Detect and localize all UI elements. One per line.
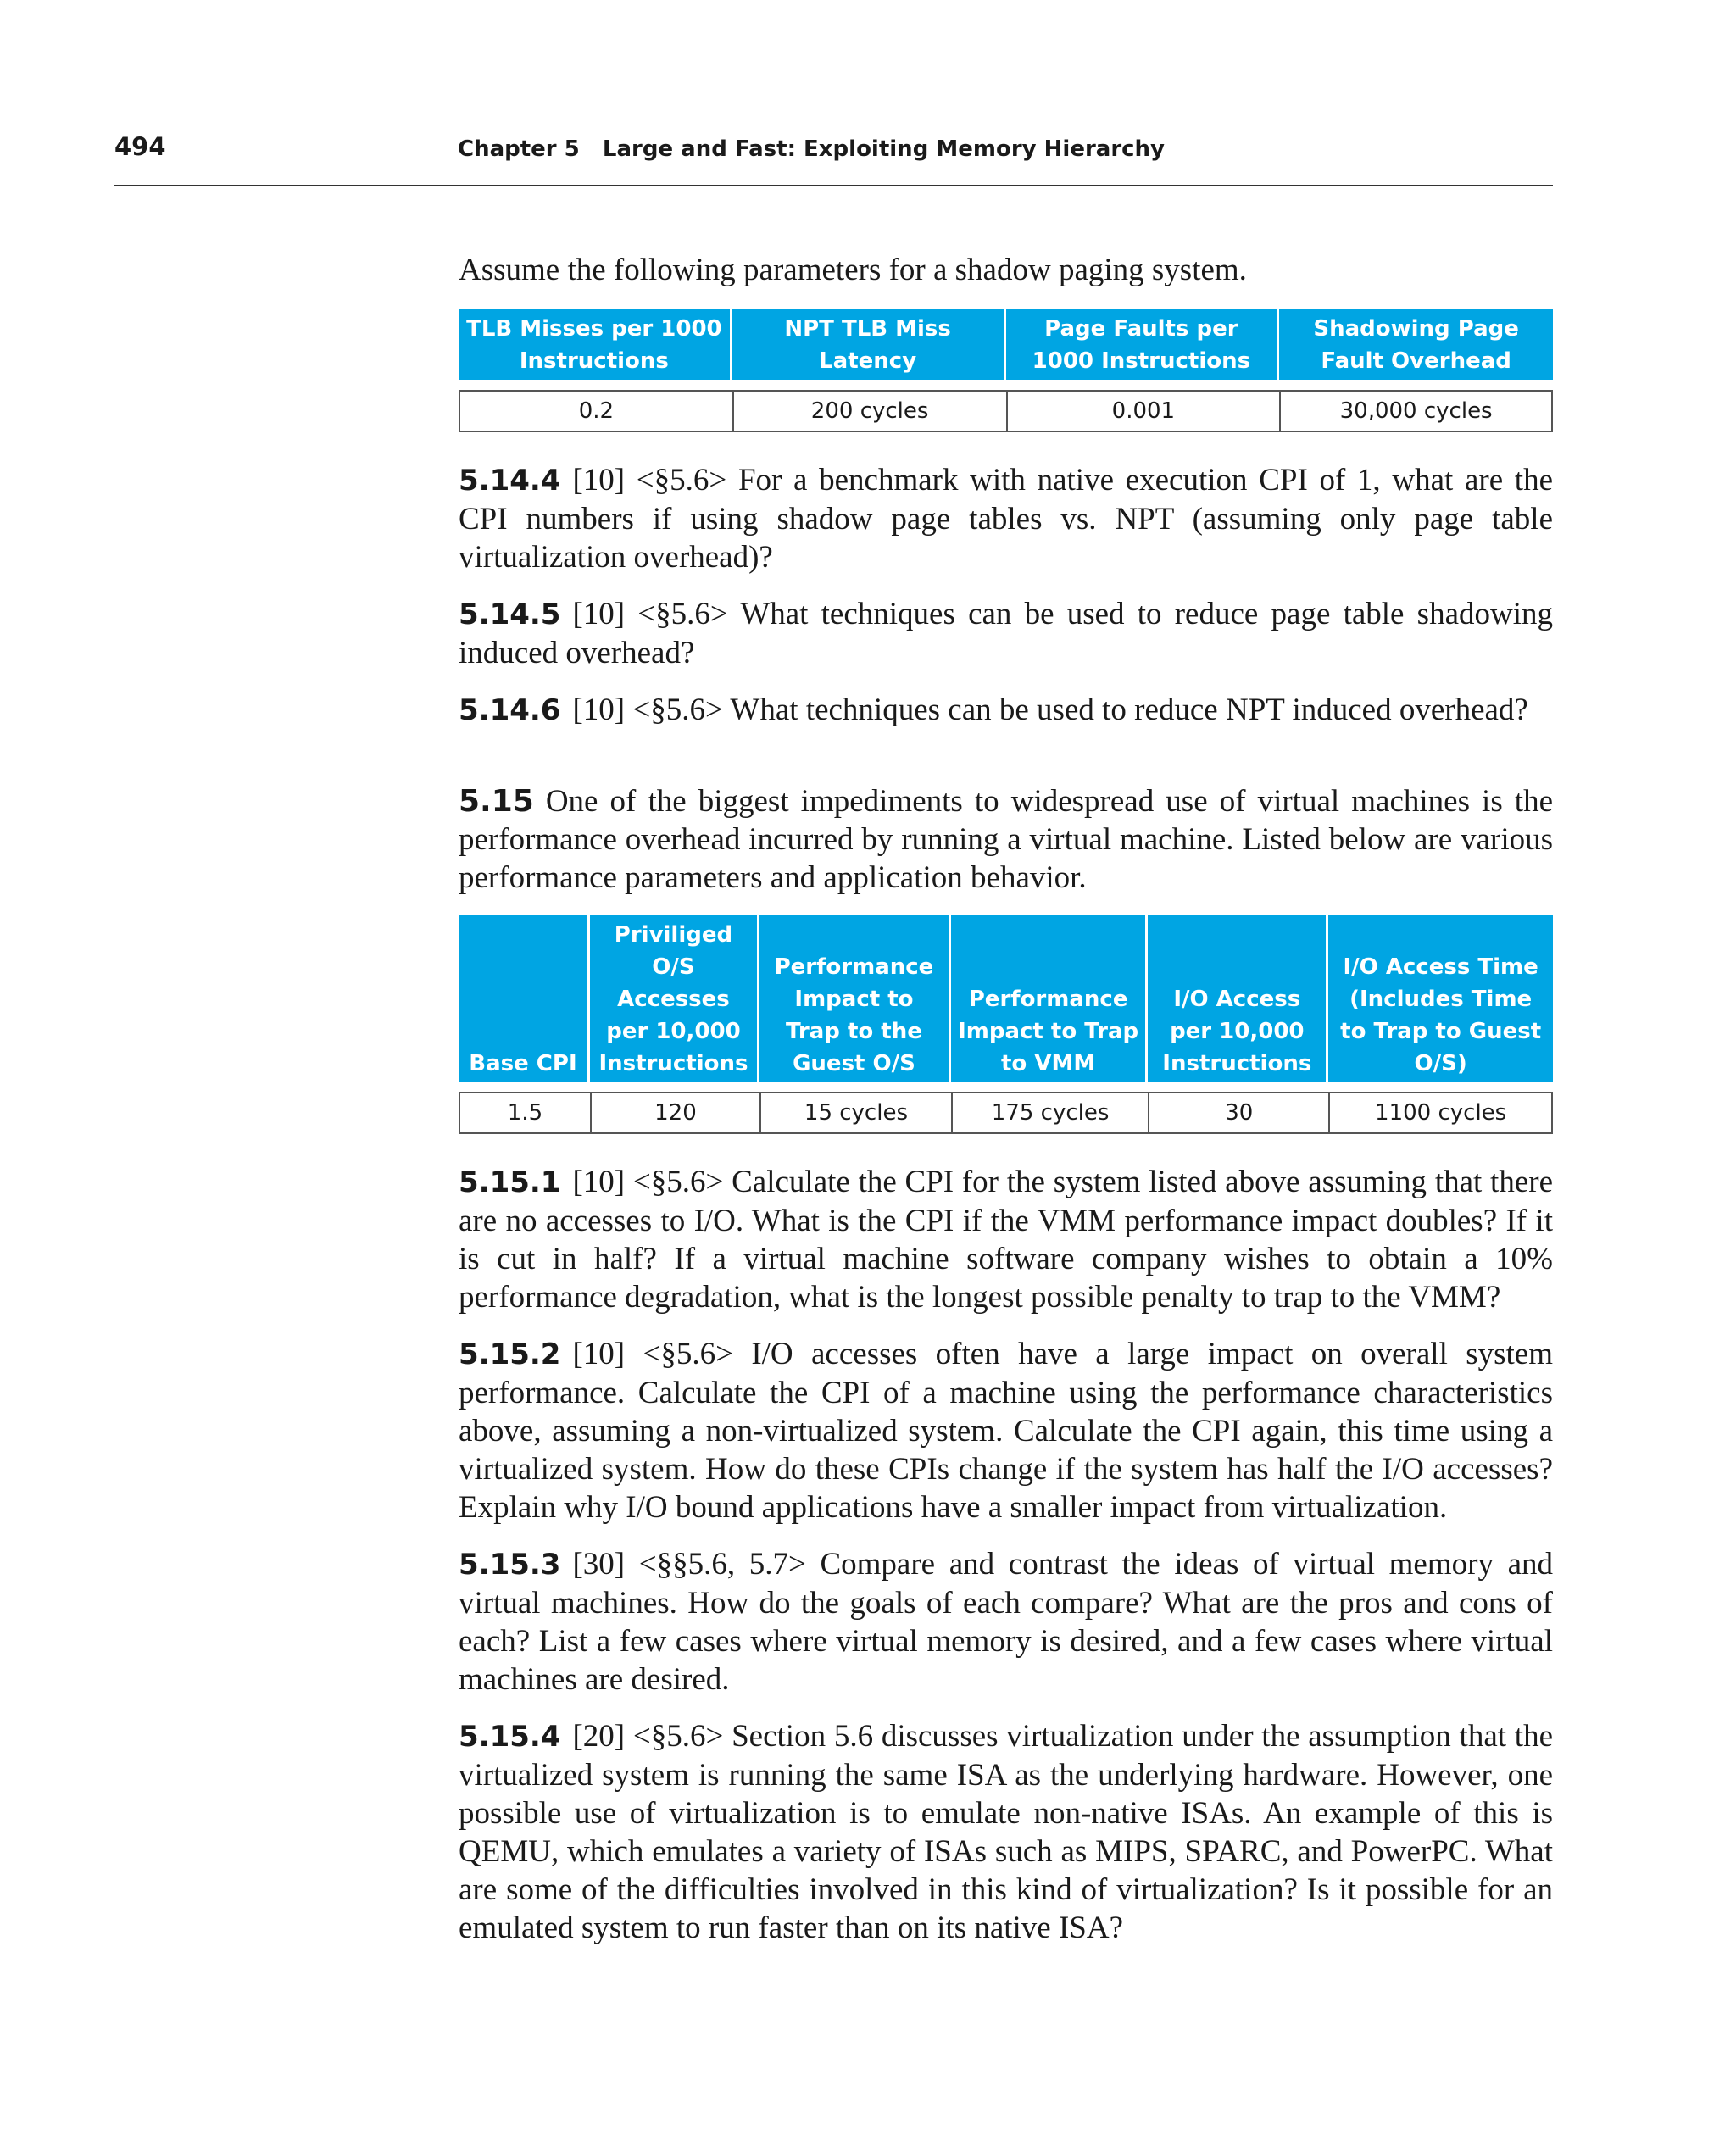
table-header-cell: Performance Impact to Trap to the Guest O/S [760,915,951,1082]
table-header-cell: Shadowing Page Fault Overhead [1279,309,1553,380]
table-header-cell: I/O Access Time (Includes Time to Trap to Guest O/S) [1328,915,1553,1082]
exercise-text: [20] <§5.6> Section 5.6 discusses virtualization under the assumption that the virtualized system is running the same ISA as the underlying hardware. However, one possible use of virtualization is to emulate non-native ISAs. An example of this is QEMU, which emulates a variety of ISAs such as MIPS, SPARC, and PowerPC. What are some of the difficulties involved in this kind of virtualization? Is it possible for an emulated system to run faster than on its native ISA? [459,1719,1553,1945]
table-cell: 200 cycles [732,390,1006,432]
exercise-number: 5.15.1 [459,1165,561,1199]
table-cell: 30 [1148,1092,1328,1134]
table-cell: 0.2 [459,390,732,432]
exercise-text: [10] <§5.6> What techniques can be used to reduce NPT induced overhead? [572,692,1528,727]
exercise-5-15-3 [459,1545,1553,1699]
exercise-text: [10] <§5.6> Calculate the CPI for the system listed above assuming that there are no accesses to I/O. What is the CPI if the VMM performance impact doubles? If it is cut in half? If a virtual machine software company wishes to obtain a 10% performance degradation, what is the longest possible penalty to trap to the VMM? [459,1165,1553,1315]
page-header [114,127,1553,186]
exercise-number: 5.14.4 [459,464,561,498]
table-header-cell: TLB Misses per 1000 Instructions [459,309,732,380]
exercise-number: 5.14.6 [459,693,561,727]
section-spacer [459,748,1553,782]
table-header-row [459,309,1553,380]
table-cell: 175 cycles [951,1092,1148,1134]
intro-paragraph: Assume the following parameters for a shadow paging system. [459,253,1247,287]
exercise-number: 5.15.3 [459,1548,561,1582]
exercise-text: [30] <§§5.6, 5.7> Compare and contrast the ideas of virtual memory and virtual machines. How do the goals of each compare? What are the pros and cons of each? List a few cases where virtual memory is desired, and a few cases where virtual machines are desired. [459,1547,1553,1697]
table-cell: 120 [590,1092,760,1134]
vm-performance-parameters-table [459,915,1553,1134]
table-row [459,1092,1553,1134]
table-header-cell: Performance Impact to Trap to VMM [951,915,1148,1082]
table-cell: 1.5 [459,1092,590,1134]
exercise-5-15-4 [459,1717,1553,1947]
exercise-text: [10] <§5.6> I/O accesses often have a large impact on overall system performance. Calculate the CPI of a machine using the performance characteristics above, assuming a non-virtualized system. Calculate the CPI again, this time using a virtualized system. How do these CPIs change if the system has half the I/O accesses? Explain why I/O bound applications have a smaller impact from virtualization. [459,1337,1553,1525]
exercise-5-14-6 [459,691,1553,730]
table-cell: 1100 cycles [1328,1092,1553,1134]
table-cell: 30,000 cycles [1279,390,1553,432]
exercise-5-15-2 [459,1335,1553,1527]
chapter-title: Chapter 5 Large and Fast: Exploiting Memory Hierarchy [458,136,1166,162]
page-content [459,251,1553,1966]
table-cell: 0.001 [1006,390,1280,432]
exercise-5-14-5 [459,595,1553,672]
exercise-5-15 [459,782,1553,897]
table-header-row [459,915,1553,1082]
exercise-number: 5.15 [459,784,534,819]
table-header-cell: Priviliged O/S Accesses per 10,000 Instructions [590,915,760,1082]
table-header-cell: NPT TLB Miss Latency [732,309,1006,380]
exercise-text: One of the biggest impediments to widespread use of virtual machines is the performance overhead incurred by running a virtual machine. Listed below are various performance parameters and application behavior. [459,784,1553,895]
table-header-cell: I/O Access per 10,000 Instructions [1148,915,1328,1082]
exercise-number: 5.15.2 [459,1337,561,1371]
exercise-number: 5.15.4 [459,1720,561,1754]
shadow-paging-parameters-table [459,309,1553,432]
page-number: 494 [114,132,166,161]
table-header-cell: Page Faults per 1000 Instructions [1006,309,1280,380]
exercise-text: [10] <§5.6> For a benchmark with native execution CPI of 1, what are the CPI numbers if using shadow page tables vs. NPT (assuming only page table virtualization overhead)? [459,463,1553,575]
exercise-5-14-4 [459,461,1553,576]
table-cell: 15 cycles [760,1092,951,1134]
table-row [459,390,1553,432]
exercise-number: 5.14.5 [459,598,561,631]
exercise-text: [10] <§5.6> What techniques can be used to reduce page table shadowing induced overhead? [459,597,1553,670]
table-header-cell: Base CPI [459,915,590,1082]
exercise-5-15-1 [459,1163,1553,1316]
